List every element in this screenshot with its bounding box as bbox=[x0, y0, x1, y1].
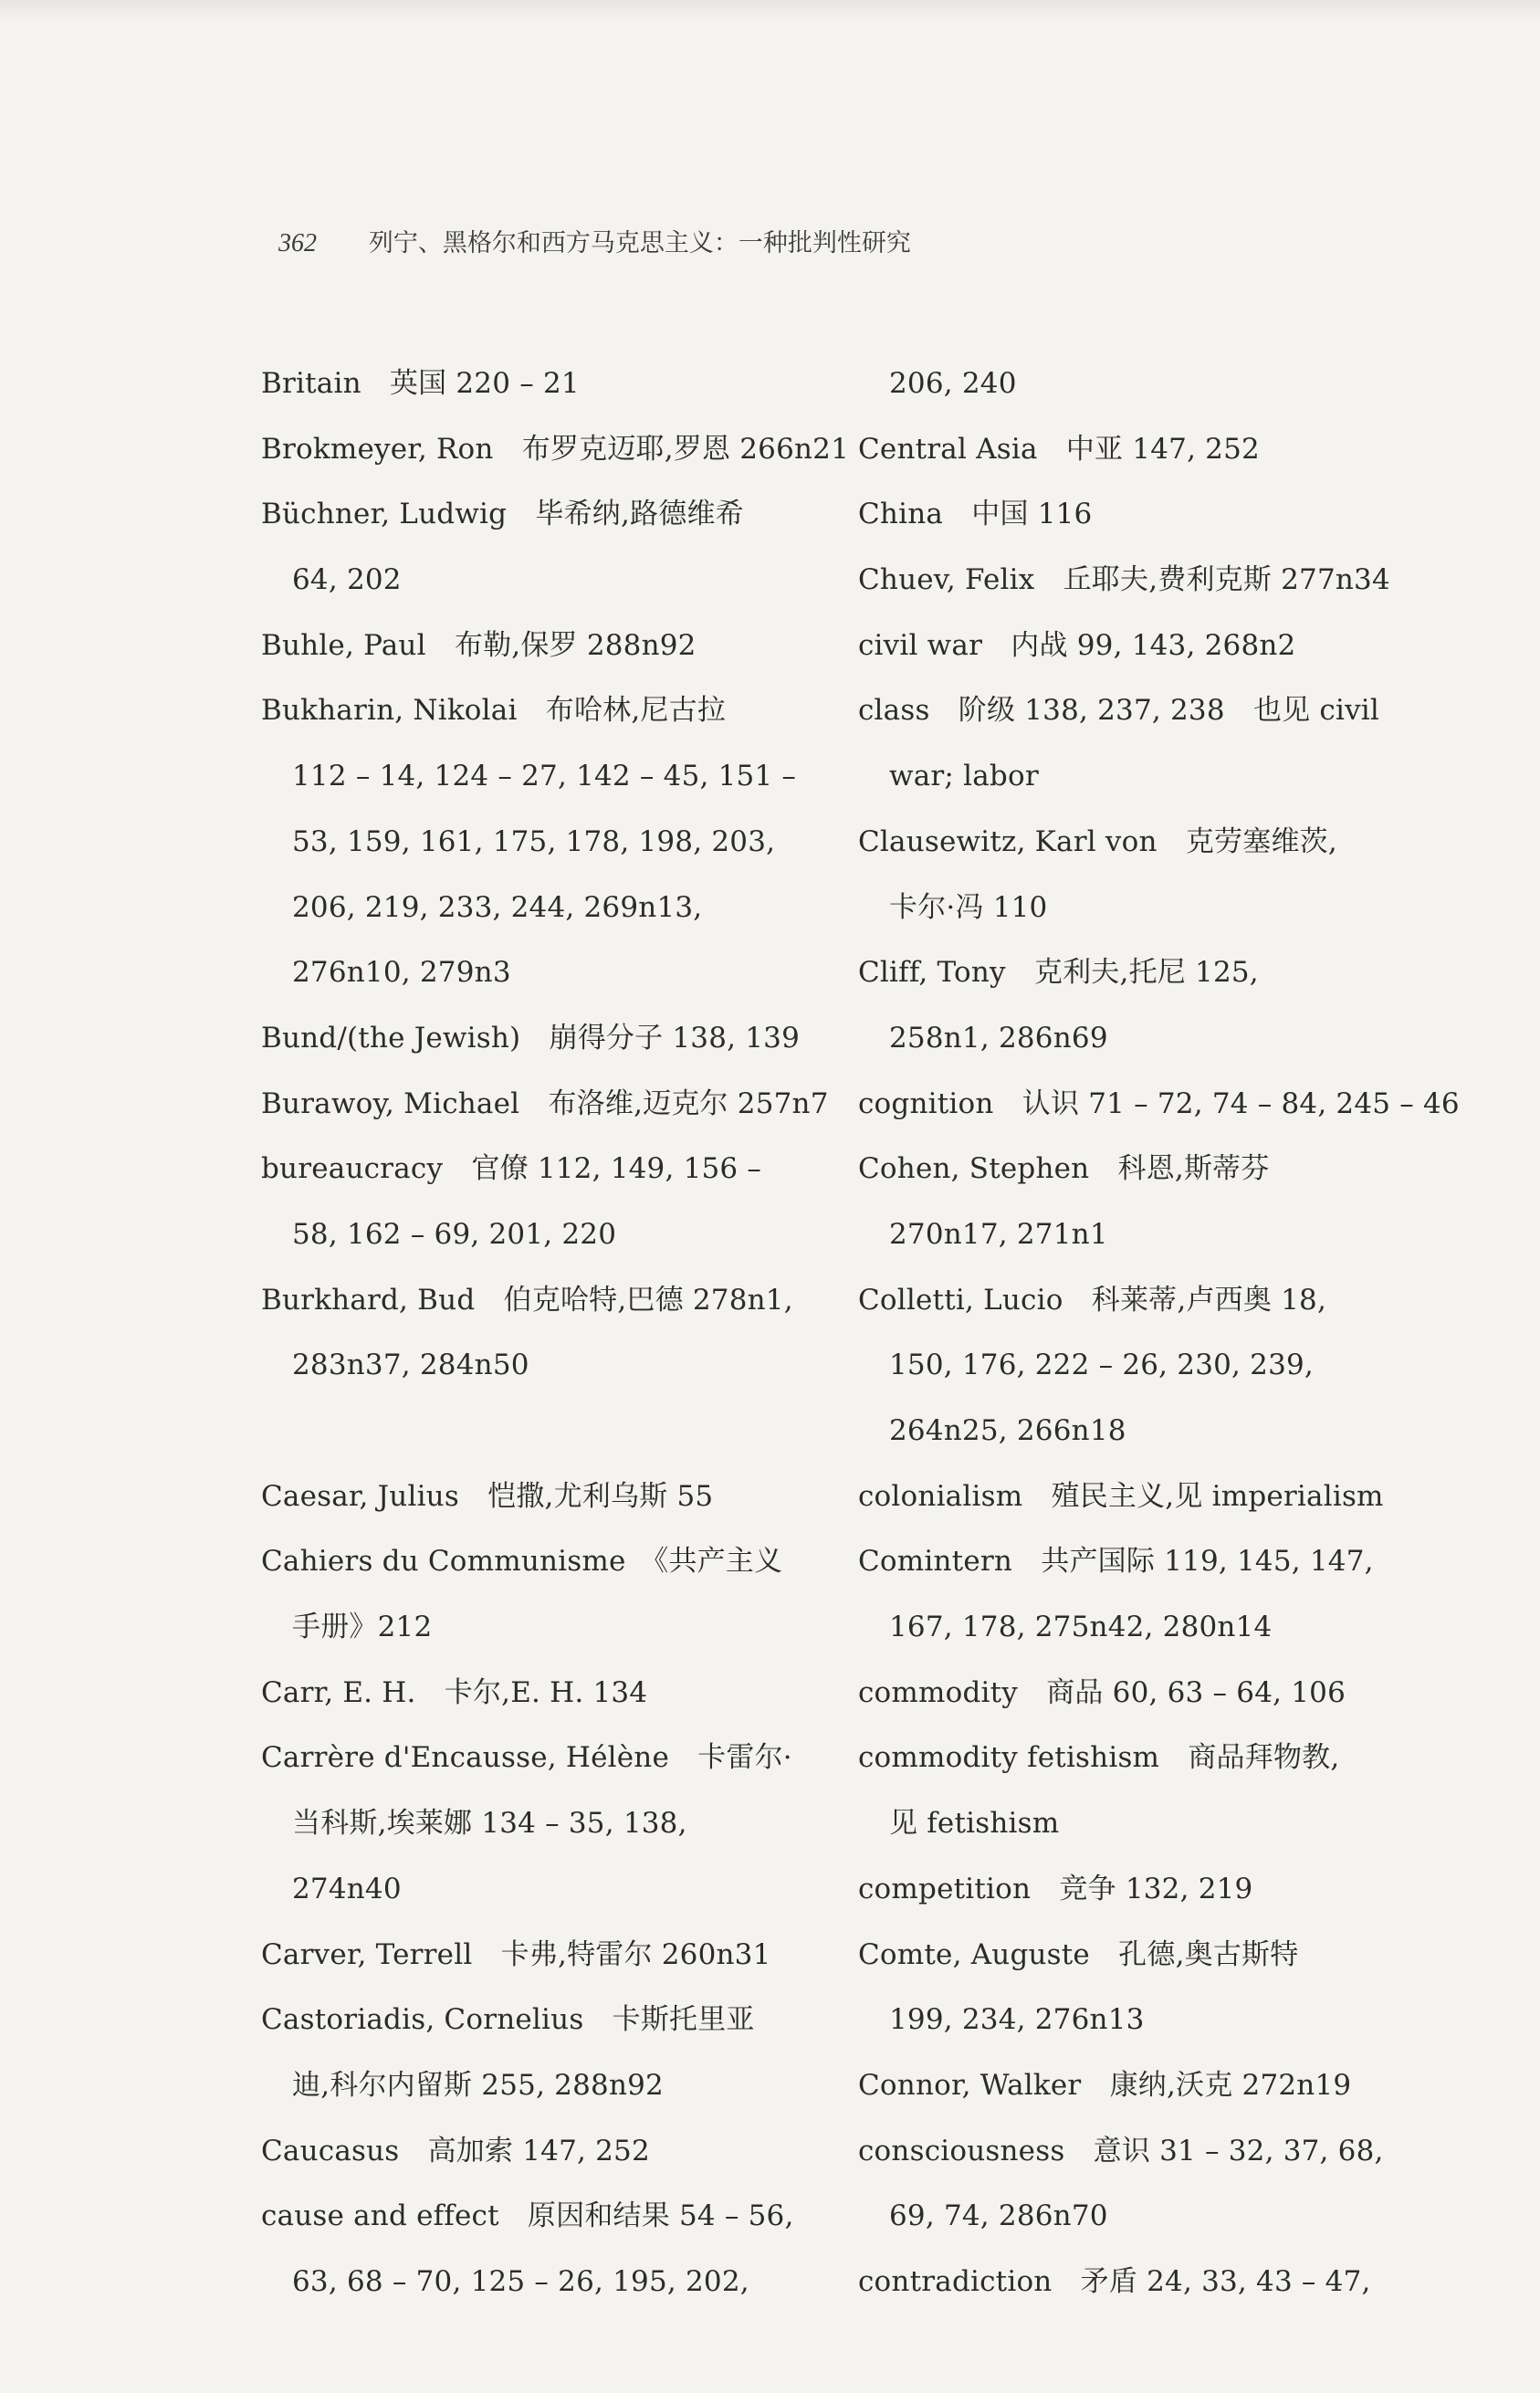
index-entry-continuation: 258n1, 286n69 bbox=[889, 1021, 1108, 1055]
index-entry: Buhle, Paul 布勒,保罗 288n92 bbox=[261, 628, 697, 662]
index-entry-continuation: 见 fetishism bbox=[889, 1807, 1060, 1841]
index-entry-continuation: 迪,科尔内留斯 255, 288n92 bbox=[292, 2068, 664, 2102]
index-entry: Central Asia 中亚 147, 252 bbox=[858, 432, 1260, 466]
index-entry-continuation: 274n40 bbox=[292, 1872, 402, 1905]
index-entry: Carver, Terrell 卡弗,特雷尔 260n31 bbox=[261, 1937, 771, 1971]
index-entry: contradiction 矛盾 24, 33, 43 – 47, bbox=[858, 2264, 1371, 2298]
index-column-left bbox=[261, 352, 850, 2315]
index-entry: Büchner, Ludwig 毕希纳,路德维希 bbox=[261, 498, 744, 531]
index-entry: colonialism 殖民主义,见 imperialism bbox=[858, 1479, 1384, 1513]
index-entry: Burawoy, Michael 布洛维,迈克尔 257n7 bbox=[261, 1086, 829, 1120]
index-entry: Burkhard, Bud 伯克哈特,巴德 278n1, bbox=[261, 1283, 793, 1317]
index-entry: Bukharin, Nikolai 布哈林,尼古拉 bbox=[261, 694, 727, 728]
index-entry-continuation: 206, 219, 233, 244, 269n13, bbox=[292, 890, 703, 924]
index-entry: bureaucracy 官僚 112, 149, 156 – bbox=[261, 1152, 762, 1186]
index-entry: Cliff, Tony 克利夫,托尼 125, bbox=[858, 956, 1259, 990]
index-entry: Caesar, Julius 恺撒,尤利乌斯 55 bbox=[261, 1479, 714, 1513]
index-entry-continuation: 270n17, 271n1 bbox=[889, 1217, 1108, 1251]
index-entry: consciousness 意识 31 – 32, 37, 68, bbox=[858, 2134, 1384, 2167]
index-entry: Colletti, Lucio 科莱蒂,卢西奥 18, bbox=[858, 1283, 1326, 1317]
index-entry: competition 竞争 132, 219 bbox=[858, 1872, 1253, 1905]
index-entry: commodity fetishism 商品拜物教, bbox=[858, 1741, 1340, 1775]
index-entry: commodity 商品 60, 63 – 64, 106 bbox=[858, 1675, 1346, 1709]
scan-edge bbox=[0, 0, 1540, 20]
index-entry-continuation: war; labor bbox=[889, 760, 1039, 793]
index-entry-continuation: 当科斯,埃莱娜 134 – 35, 138, bbox=[292, 1807, 687, 1841]
index-entry: class 阶级 138, 237, 238 也见 civil bbox=[858, 694, 1380, 728]
index-entry-continuation: 150, 176, 222 – 26, 230, 239, bbox=[889, 1349, 1314, 1382]
index-entry: Britain 英国 220 – 21 bbox=[261, 367, 580, 400]
index-entry: Chuev, Felix 丘耶夫,费利克斯 277n34 bbox=[858, 563, 1390, 597]
index-entry-continuation: 276n10, 279n3 bbox=[292, 956, 511, 990]
book-title: 列宁、黑格尔和西方马克思主义：一种批判性研究 bbox=[368, 229, 911, 257]
index-section-gap bbox=[261, 1399, 809, 1464]
index-entry: civil war 内战 99, 143, 268n2 bbox=[858, 628, 1296, 662]
index-entry: Bund/(the Jewish) 崩得分子 138, 139 bbox=[261, 1021, 801, 1055]
index-entry: Connor, Walker 康纳,沃克 272n19 bbox=[858, 2068, 1352, 2102]
index-entry: Cohen, Stephen 科恩,斯蒂芬 bbox=[858, 1152, 1270, 1186]
index-entry: Clausewitz, Karl von 克劳塞维茨, bbox=[858, 824, 1337, 858]
index-entry-continuation: 卡尔·冯 110 bbox=[889, 890, 1048, 924]
index-entry-continuation: 112 – 14, 124 – 27, 142 – 45, 151 – bbox=[292, 760, 797, 793]
index-entry: Castoriadis, Cornelius 卡斯托里亚 bbox=[261, 2003, 755, 2037]
index-entry: Carrère d'Encausse, Hélène 卡雷尔· bbox=[261, 1741, 792, 1775]
index-entry: Carr, E. H. 卡尔,E. H. 134 bbox=[261, 1675, 648, 1709]
index-entry-continuation: 199, 234, 276n13 bbox=[889, 2003, 1145, 2037]
index-entry-continuation: 手册》212 bbox=[292, 1611, 433, 1644]
index-entry: cognition 认识 71 – 72, 74 – 84, 245 – 46 bbox=[858, 1086, 1460, 1120]
index-entry-continuation: 64, 202 bbox=[292, 563, 402, 597]
index-entry-continuation: 283n37, 284n50 bbox=[292, 1349, 529, 1382]
index-entry-continuation: 206, 240 bbox=[889, 367, 1017, 400]
index-entry: Comintern 共产国际 119, 145, 147, bbox=[858, 1545, 1374, 1579]
index-column-right bbox=[858, 352, 1460, 2315]
index-entry-continuation: 53, 159, 161, 175, 178, 198, 203, bbox=[292, 824, 776, 858]
page-header bbox=[278, 223, 911, 258]
index-entry: Cahiers du Communisme 《共产主义 bbox=[261, 1545, 783, 1579]
index-entry-continuation: 69, 74, 286n70 bbox=[889, 2199, 1108, 2233]
index-entry-continuation: 63, 68 – 70, 125 – 26, 195, 202, bbox=[292, 2264, 749, 2298]
index-entry-continuation: 167, 178, 275n42, 280n14 bbox=[889, 1611, 1273, 1644]
index-entry: Caucasus 高加索 147, 252 bbox=[261, 2134, 650, 2167]
index-entry: Comte, Auguste 孔德,奥古斯特 bbox=[858, 1937, 1299, 1971]
index-entry-continuation: 264n25, 266n18 bbox=[889, 1414, 1126, 1447]
index-entry: China 中国 116 bbox=[858, 498, 1093, 531]
index-entry-continuation: 58, 162 – 69, 201, 220 bbox=[292, 1217, 617, 1251]
index-entry: cause and effect 原因和结果 54 – 56, bbox=[261, 2199, 794, 2233]
index-entry: Brokmeyer, Ron 布罗克迈耶,罗恩 266n21 bbox=[261, 432, 850, 466]
page-number: 362 bbox=[278, 229, 317, 257]
